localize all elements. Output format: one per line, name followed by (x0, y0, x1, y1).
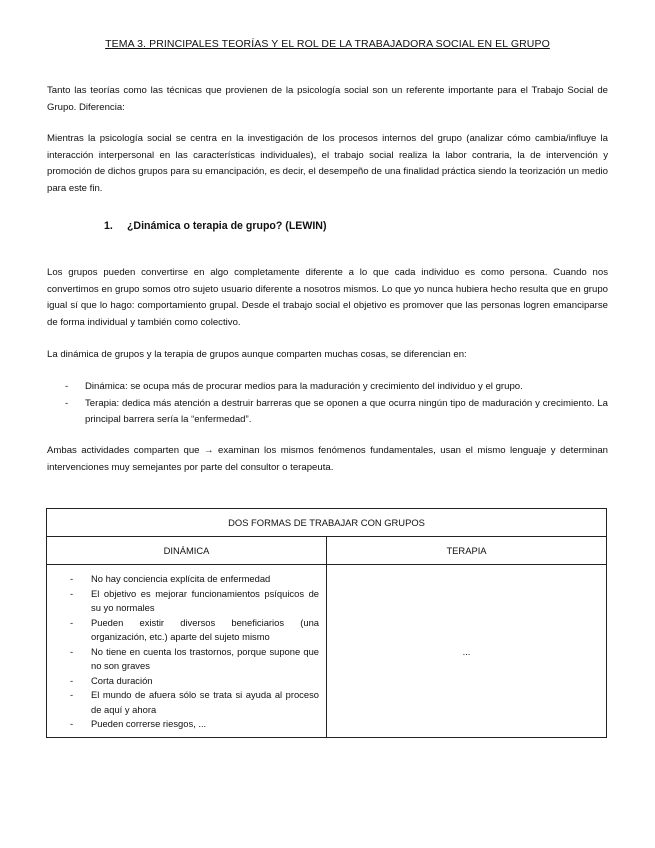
list-item-text: Terapia: dedica más atención a destruir barreras que se oponen a que ocurra ningún tipo de maduración y crecimiento. La principal barrera sería la “enfermedad”. (85, 397, 608, 425)
table-caption: DOS FORMAS DE TRABAJAR CON GRUPOS (47, 509, 607, 537)
list-item-text: No tiene en cuenta los trastornos, porque supone que no son graves (91, 645, 319, 671)
list-item (48, 674, 319, 689)
column-header-dinamica: DINÁMICA (47, 537, 327, 565)
dash-bullet: - (70, 689, 74, 700)
column-header-terapia: TERAPIA (327, 537, 607, 565)
table-header-row (47, 537, 607, 565)
dash-bullet: - (70, 718, 74, 729)
list-item-text: Pueden existir diversos beneficiarios (una organización, etc.) aparte del sujeto mismo (91, 616, 319, 642)
list-item-text: Dinámica: se ocupa más de procurar medios para la maduración y crecimiento del individuo y el grupo. (85, 381, 523, 392)
section-heading (104, 220, 326, 232)
difference-intro-paragraph: La dinámica de grupos y la terapia de grupos aunque comparten muchas cosas, se diferencian en: (47, 349, 467, 360)
list-item-text: Pueden correrse riesgos, ... (91, 718, 207, 729)
comparison-table (46, 508, 607, 738)
dash-bullet: - (70, 674, 74, 686)
terapia-cell: ... (327, 565, 607, 738)
list-item (48, 688, 319, 717)
list-item (48, 587, 319, 616)
intro-paragraph: Tanto las teorías como las técnicas que provienen de la psicología social son un referente importante para el Trabajo Social de Grupo. Diferencia: (47, 85, 608, 113)
section-number: 1. (104, 220, 113, 232)
dash-bullet: - (65, 381, 69, 392)
difference-list (47, 379, 608, 429)
shared-paragraph: Ambas actividades comparten que → examinan los mismos fenómenos fundamentales, usan el mismo lenguaje y determinan intervenciones muy semejantes por parte del consultor o terapeuta. (47, 445, 608, 473)
list-item-text: Corta duración (91, 674, 153, 686)
dinamica-cell (47, 565, 327, 738)
dash-bullet: - (70, 616, 74, 628)
list-item-text: El mundo de afuera sólo se trata si ayuda al proceso de aquí y ahora (91, 689, 319, 715)
dash-bullet: - (70, 645, 74, 657)
section-title: ¿Dinámica o terapia de grupo? (LEWIN) (126, 220, 327, 232)
list-item (48, 616, 319, 645)
list-item-text: No hay conciencia explícita de enfermedad (91, 573, 271, 584)
table-caption-row (47, 509, 607, 537)
list-item (48, 572, 319, 587)
list-item (48, 717, 319, 732)
dash-bullet: - (65, 397, 69, 409)
dash-bullet: - (70, 573, 74, 584)
list-item (47, 396, 608, 429)
list-item (48, 645, 319, 674)
list-item-text: El objetivo es mejorar funcionamientos psíquicos de su yo normales (91, 587, 319, 613)
difference-paragraph: Mientras la psicología social se centra en la investigación de los procesos internos del grupo (analizar cómo cambia/influye la interacción interpersonal en las características individuales), el trabajo social realiza la labor contraria, la de intervención y promoción de dichos grupos para su emancipación, es decir, el desempeño de una finalidad práctica siendo la teorización un medio para este fin. (47, 133, 608, 194)
list-item (47, 379, 608, 396)
table-row (47, 565, 607, 738)
groups-paragraph: Los grupos pueden convertirse en algo completamente diferente a lo que cada individuo es como persona. Cuando nos convertimos en grupo somos otro sujeto usuario diferente a nosotros mismos. Lo que yo nunca hubiera hecho resulta que en grupo igual sí que lo hago: comportamiento grupal. Desde el trabajo social el objetivo es promover que las personas logren emanciparse de forma individual y también como colectivo. (47, 267, 608, 328)
document-title: TEMA 3. PRINCIPALES TEORÍAS Y EL ROL DE LA TRABAJADORA SOCIAL EN EL GRUPO (105, 38, 550, 50)
dash-bullet: - (70, 587, 74, 599)
